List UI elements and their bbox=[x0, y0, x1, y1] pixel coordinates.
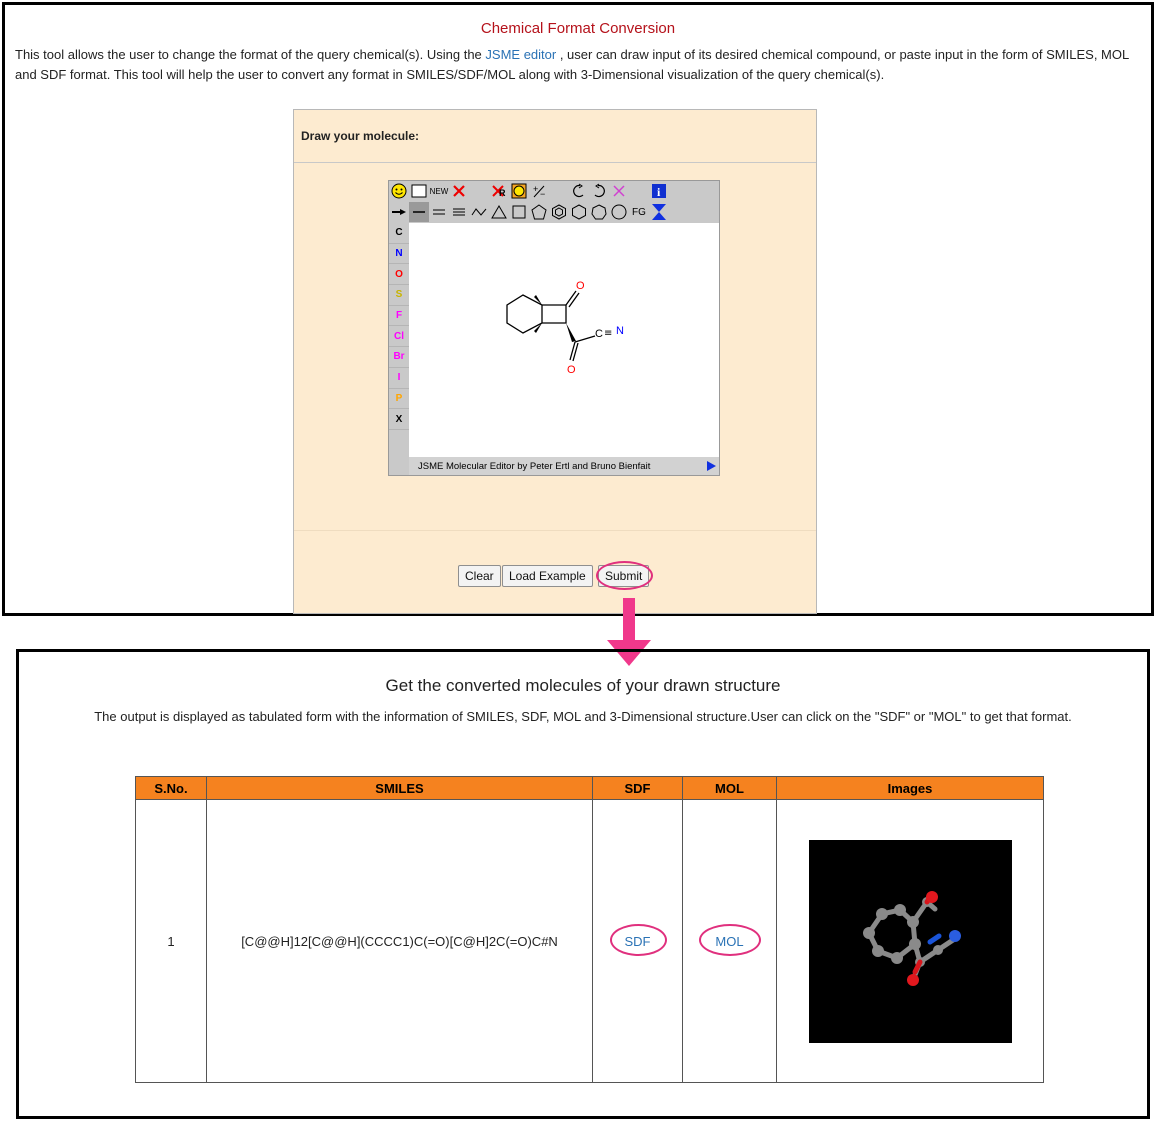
triple-bond-icon[interactable] bbox=[449, 202, 469, 222]
load-example-button[interactable]: Load Example bbox=[502, 565, 593, 587]
fg-button[interactable]: FG bbox=[632, 206, 646, 218]
single-bond-icon[interactable] bbox=[409, 202, 429, 222]
clear-button[interactable]: Clear bbox=[458, 565, 501, 587]
submit-button[interactable]: Submit bbox=[598, 565, 649, 587]
divider bbox=[294, 162, 816, 163]
atom-f-button[interactable]: F bbox=[389, 306, 409, 327]
delete-x-icon[interactable] bbox=[449, 181, 469, 201]
header-sdf: SDF bbox=[593, 777, 683, 800]
atom-o-button[interactable]: O bbox=[389, 264, 409, 285]
ring-3-icon[interactable] bbox=[489, 202, 509, 222]
atom-n-button[interactable]: N bbox=[389, 244, 409, 265]
atom-cl-button[interactable]: Cl bbox=[389, 326, 409, 347]
ring-4-icon[interactable] bbox=[509, 202, 529, 222]
mol-link[interactable]: MOL bbox=[715, 933, 744, 949]
jsme-atom-column bbox=[389, 223, 409, 430]
double-bond-icon[interactable] bbox=[429, 202, 449, 222]
divider-2 bbox=[294, 530, 816, 531]
clear-x-icon[interactable] bbox=[609, 181, 629, 201]
atom-x-button[interactable]: X bbox=[389, 409, 409, 430]
box-icon[interactable] bbox=[409, 181, 429, 201]
cell-mol bbox=[683, 800, 777, 1083]
cell-sno: 1 bbox=[136, 800, 207, 1083]
molecule-3d-image bbox=[809, 840, 1012, 1043]
draw-molecule-box bbox=[293, 109, 817, 614]
ring-benzene-icon[interactable] bbox=[549, 202, 569, 222]
cell-smiles: [C@@H]12[C@@H](CCCC1)C(=O)[C@H]2C(=O)C#N bbox=[207, 800, 593, 1083]
ring-8-icon[interactable] bbox=[609, 202, 629, 222]
blank-button-3 bbox=[629, 181, 649, 201]
results-panel bbox=[16, 649, 1150, 1119]
down-arrow-icon bbox=[623, 598, 635, 642]
atom-o-label: O bbox=[576, 280, 585, 292]
more-icon[interactable] bbox=[649, 202, 669, 222]
chain-wave-icon[interactable] bbox=[469, 202, 489, 222]
blank-button bbox=[469, 181, 489, 201]
svg-text:R: R bbox=[499, 188, 506, 198]
draw-molecule-label: Draw your molecule: bbox=[301, 129, 420, 143]
table-header-row bbox=[136, 777, 1044, 800]
atom-i-button[interactable]: I bbox=[389, 368, 409, 389]
triple-bond-glyph: ≡ bbox=[604, 328, 613, 339]
ring-6-icon[interactable] bbox=[569, 202, 589, 222]
jsme-editor[interactable] bbox=[388, 180, 720, 476]
smiley-icon[interactable] bbox=[389, 181, 409, 201]
svg-text:−: − bbox=[540, 189, 546, 198]
header-smiles: SMILES bbox=[207, 777, 593, 800]
jsme-toolbar-row2 bbox=[389, 202, 669, 222]
svg-text:+: + bbox=[533, 184, 539, 194]
jsme-footer bbox=[409, 457, 719, 475]
header-mol: MOL bbox=[683, 777, 777, 800]
results-description: The output is displayed as tabulated form with the information of SMILES, SDF, MOL and 3-Dimensional structure.User can click on the "SDF" or "MOL" to get that format. bbox=[94, 709, 1072, 724]
atom-c-button[interactable]: C bbox=[389, 223, 409, 244]
drawn-molecule bbox=[409, 223, 719, 457]
atom-n-label: N bbox=[616, 325, 624, 337]
atom-o-label-2: O bbox=[567, 364, 576, 376]
chemical-format-conversion-panel bbox=[2, 2, 1154, 616]
charge-icon[interactable] bbox=[509, 181, 529, 201]
header-images: Images bbox=[777, 777, 1044, 800]
atom-s-button[interactable]: S bbox=[389, 285, 409, 306]
header-sno: S.No. bbox=[136, 777, 207, 800]
blank-button-2 bbox=[549, 181, 569, 201]
table-row bbox=[136, 800, 1044, 1083]
ring-5-icon[interactable] bbox=[529, 202, 549, 222]
redo-icon[interactable] bbox=[589, 181, 609, 201]
ring-7-icon[interactable] bbox=[589, 202, 609, 222]
atom-c-label: C bbox=[595, 328, 603, 340]
new-button[interactable]: NEW bbox=[429, 186, 449, 196]
jsme-toolbar-row1 bbox=[389, 181, 669, 201]
sdf-link[interactable]: SDF bbox=[624, 933, 651, 949]
jsme-drawing-canvas[interactable] bbox=[409, 223, 719, 457]
atom-p-button[interactable]: P bbox=[389, 389, 409, 410]
svg-text:i: i bbox=[657, 185, 661, 199]
play-icon[interactable] bbox=[707, 461, 716, 471]
results-table bbox=[135, 776, 1044, 1083]
cell-sdf bbox=[593, 800, 683, 1083]
tool-description: This tool allows the user to change the format of the query chemical(s). Using the JSME editor , user can draw input of its desired chemical compound, or paste input in the form of SMILES, MOL and SDF format. This tool will help the user to convert any format in SMILES/SDF/MOL along with 3-Dimensional visualization of the query chemical(s). bbox=[15, 47, 1129, 82]
chain-icon[interactable] bbox=[389, 202, 409, 222]
info-icon[interactable] bbox=[649, 181, 669, 201]
page-title: Chemical Format Conversion bbox=[480, 20, 676, 37]
jsme-editor-link[interactable]: JSME editor bbox=[485, 47, 557, 62]
jsme-credit: JSME Molecular Editor by Peter Ertl and Bruno Bienfait bbox=[418, 461, 651, 472]
delete-r-icon[interactable] bbox=[489, 181, 509, 201]
cell-image bbox=[777, 800, 1044, 1083]
results-title: Get the converted molecules of your drawn structure bbox=[385, 676, 781, 695]
undo-icon[interactable] bbox=[569, 181, 589, 201]
atom-br-button[interactable]: Br bbox=[389, 347, 409, 368]
plus-minus-icon[interactable] bbox=[529, 181, 549, 201]
